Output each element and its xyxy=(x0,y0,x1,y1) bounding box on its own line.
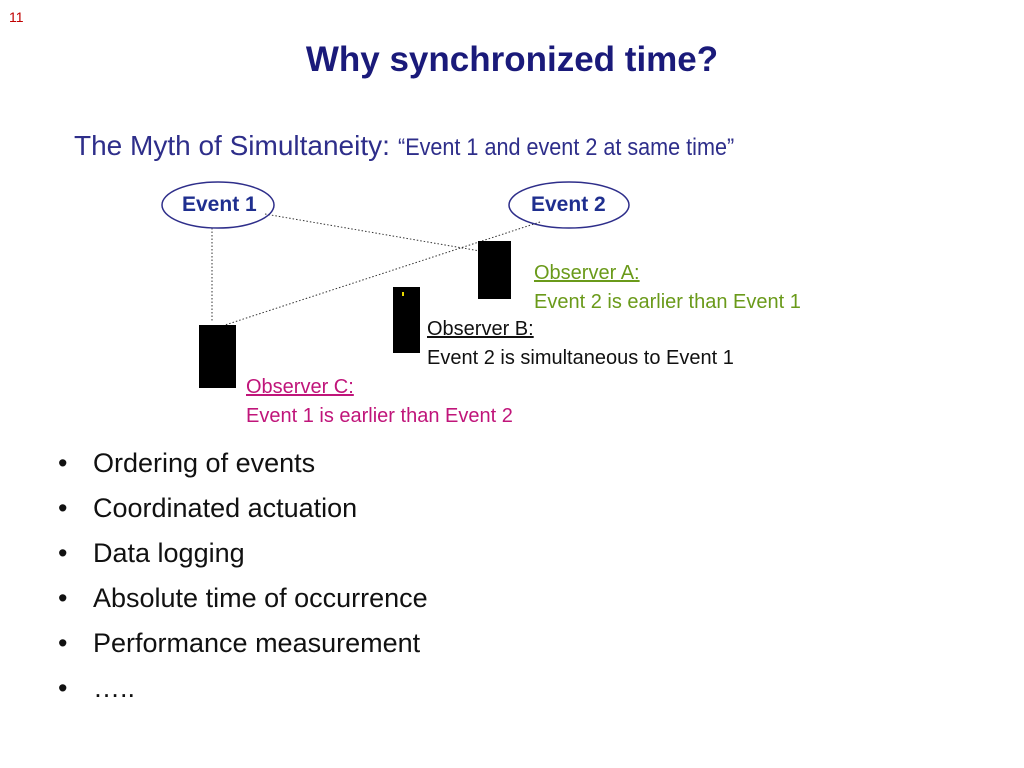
observer-b-marker xyxy=(402,292,404,296)
observer-a-heading: Observer A: xyxy=(534,262,640,284)
event1-label: Event 1 xyxy=(182,193,257,216)
list-item-text: ….. xyxy=(93,673,136,703)
list-item xyxy=(58,625,428,670)
slide-title: Why synchronized time? xyxy=(305,40,719,79)
observer-c-heading: Observer C: xyxy=(246,376,354,398)
observer-c-text: Event 1 is earlier than Event 2 xyxy=(246,405,513,427)
list-item xyxy=(58,490,428,535)
bullet-icon: • xyxy=(58,538,68,568)
list-item xyxy=(58,535,428,580)
observer-c-figure xyxy=(199,325,236,388)
bullet-icon: • xyxy=(58,583,68,613)
list-item xyxy=(58,445,428,490)
subtitle-main: The Myth of Simultaneity: xyxy=(74,130,390,161)
observer-a-text: Event 2 is earlier than Event 1 xyxy=(534,291,801,313)
bullet-icon: • xyxy=(58,493,68,523)
list-item xyxy=(58,670,428,715)
observer-b-text: Event 2 is simultaneous to Event 1 xyxy=(427,347,734,369)
list-item-text: Ordering of events xyxy=(93,448,316,478)
list-item-text: Absolute time of occurrence xyxy=(93,583,428,613)
observer-a-caption xyxy=(534,262,801,314)
bullet-icon: • xyxy=(58,673,68,703)
observer-a-figure xyxy=(478,241,511,299)
bullet-icon: • xyxy=(58,628,68,658)
list-item-text: Data logging xyxy=(93,538,245,568)
list-item-text: Performance measurement xyxy=(93,628,421,658)
observer-c-caption xyxy=(246,376,513,428)
observer-b-caption xyxy=(427,318,734,370)
list-item xyxy=(58,580,428,625)
slide-number: 11 xyxy=(9,9,24,25)
observer-b-figure xyxy=(393,287,420,353)
subtitle-quote: “Event 1 and event 2 at same time” xyxy=(397,134,734,161)
bullet-list xyxy=(58,445,428,715)
event2-label: Event 2 xyxy=(531,193,606,216)
observer-b-heading: Observer B: xyxy=(427,318,534,340)
signal-line-event1-observerA xyxy=(265,214,480,251)
bullet-icon: • xyxy=(58,448,68,478)
list-item-text: Coordinated actuation xyxy=(93,493,358,523)
